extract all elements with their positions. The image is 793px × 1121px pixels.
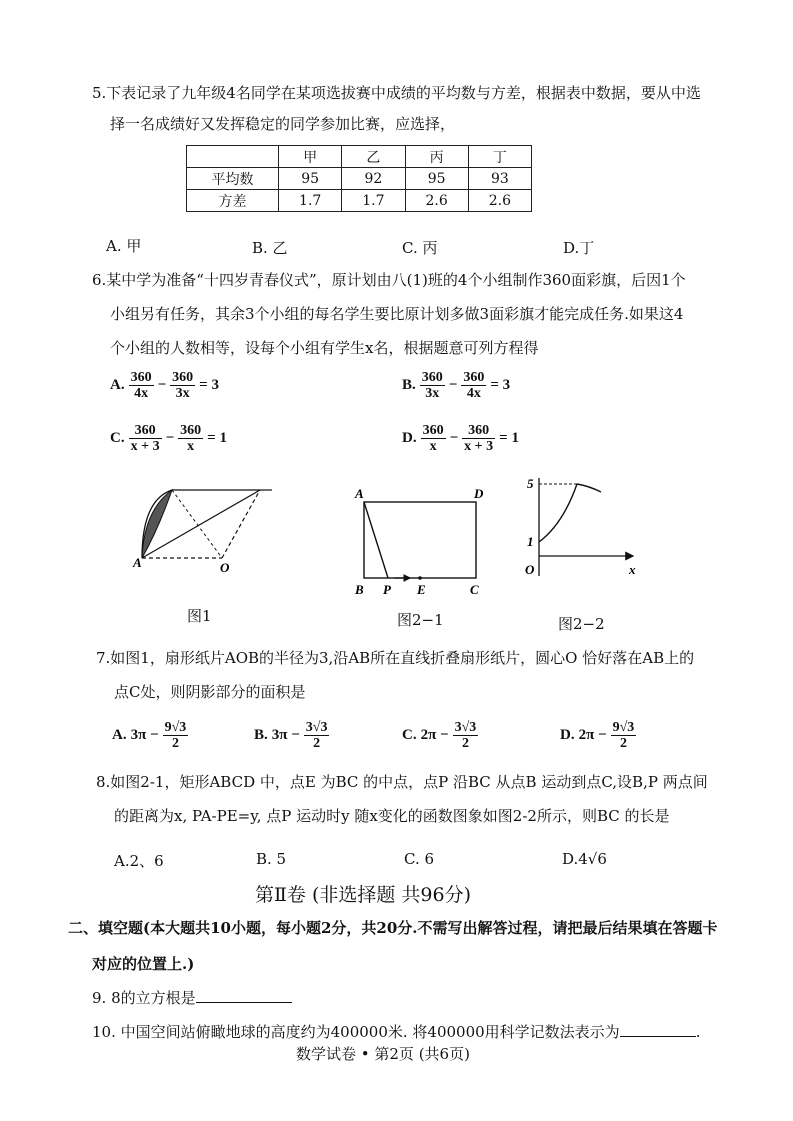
table-cell: 1.7 <box>279 190 342 212</box>
fig1-label-o: O <box>220 560 230 575</box>
q8-line1: 8.如图2-1，矩形ABCD 中，点E 为BC 的中点，点P 沿BC 从点B 运动到点C,设B,P 两点间 <box>96 773 708 791</box>
table-cell: 95 <box>279 168 342 190</box>
q8-line2: 的距离为x, PA-PE=y, 点P 运动时y 随x变化的函数图象如图2-2所示，则BC 的长是 <box>114 807 670 825</box>
q8-option-c: C. 6 <box>404 850 435 868</box>
q6-line1: 6.某中学为准备“十四岁青春仪式”，原计划由八(1)班的4个小组制作360面彩旗，后因1个 <box>92 271 686 289</box>
figure-2-1-diagram <box>350 482 500 602</box>
denominator: x + 3 <box>130 439 160 454</box>
q5-option-d: D.丁 <box>563 239 595 257</box>
figure-1-caption: 图1 <box>187 607 212 625</box>
table-header-row <box>187 146 532 168</box>
q6-line2: 小组另有任务，其余3个小组的每名学生要比原计划多做3面彩旗才能完成任务.如果这4 <box>110 305 684 323</box>
q10-answer-blank <box>620 1036 696 1037</box>
q5-line1: 5.下表记录了九年级4名同学在某项选拔赛中成绩的平均数与方差，根据表中数据，要从中选 <box>92 84 701 102</box>
numerator: 360 <box>421 370 443 385</box>
equation-rhs: = 3 <box>199 377 219 393</box>
numerator: 360 <box>130 370 152 385</box>
part2-heading: 第Ⅱ卷 (非选择题 共96分) <box>255 884 471 906</box>
q6-line3: 个小组的人数相等，设每个小组有学生x名，根据题意可列方程得 <box>110 339 539 357</box>
fraction <box>462 423 495 454</box>
table-header-cell: 甲 <box>279 146 342 168</box>
fig22-label-origin: O <box>525 562 535 577</box>
q6-option-c: C. $\frac{360}{x + 3}$ − $\frac{360}{x}$ = 1 <box>110 423 227 454</box>
q6-option-d: D. $\frac{360}{x}$ − $\frac{360}{x + 3}$ = 1 <box>402 423 519 454</box>
figure-2-1-caption: 图2−1 <box>397 611 444 629</box>
figure-2-2-graph <box>515 474 645 582</box>
fraction <box>453 720 479 751</box>
fig22-label-x: x <box>629 562 636 577</box>
table-cell: 方差 <box>187 190 279 212</box>
fig21-label-e: E <box>417 582 426 597</box>
q9-answer-blank <box>196 1002 292 1003</box>
expression-prefix: 3π − <box>271 727 300 743</box>
expression-prefix: 2π − <box>578 727 607 743</box>
q5-option-c: C. 丙 <box>402 239 438 257</box>
q7-line2: 点C处，则阴影部分的面积是 <box>114 683 306 701</box>
fig21-label-p: P <box>383 582 391 597</box>
numerator: 3√3 <box>305 720 328 735</box>
numerator: 360 <box>172 370 194 385</box>
q7-option-b <box>254 720 329 751</box>
q8-option-d: D.4√6 <box>562 850 607 868</box>
fraction <box>461 370 486 401</box>
q10-end: . <box>695 1023 701 1041</box>
numerator: 3√3 <box>454 720 477 735</box>
denominator: 2 <box>619 736 627 751</box>
fig22-label-y1: 1 <box>527 534 534 549</box>
option-label: A. <box>110 377 125 393</box>
figure-2-2-caption: 图2−2 <box>558 615 605 633</box>
table-row <box>187 168 532 190</box>
fraction <box>304 720 330 751</box>
fig21-label-c: C <box>470 582 479 597</box>
fig21-label-a: A <box>355 486 364 501</box>
denominator: 2 <box>313 736 321 751</box>
q7-option-a <box>112 720 188 751</box>
numerator: 360 <box>129 423 162 439</box>
fig1-label-a: A <box>133 555 142 570</box>
section-2-instructions-line1: 二、填空题(本大题共10小题，每小题2分，共20分.不需写出解答过程，请把最后结果填在答题卡 <box>68 919 718 937</box>
q8-option-a: A.2、6 <box>114 852 164 870</box>
q7-option-d <box>560 720 636 751</box>
figure-1-diagram <box>130 480 280 580</box>
q5-option-a: A. 甲 <box>106 237 142 255</box>
table-header-cell: 丁 <box>468 146 531 168</box>
q5-line2: 择一名成绩好又发挥稳定的同学参加比赛，应选择， <box>110 115 456 133</box>
table-cell: 95 <box>405 168 468 190</box>
option-label: B. <box>402 377 416 393</box>
fig22-label-y5: 5 <box>527 476 534 491</box>
denominator: x <box>429 439 437 454</box>
page-footer: 数学试卷 • 第2页 (共6页) <box>296 1045 470 1063</box>
fraction <box>420 370 445 401</box>
fraction <box>170 370 195 401</box>
table-cell: 平均数 <box>187 168 279 190</box>
numerator: 9√3 <box>164 720 187 735</box>
fraction <box>421 423 446 454</box>
option-label: B. <box>254 727 268 743</box>
table-header-cell: 乙 <box>342 146 405 168</box>
expression-prefix: 3π − <box>130 727 159 743</box>
fig21-label-b: B <box>355 582 364 597</box>
q6-option-b: B. $\frac{360}{3x}$ − $\frac{360}{4x}$ = 3 <box>402 370 511 401</box>
fraction <box>163 720 189 751</box>
numerator: 9√3 <box>612 720 635 735</box>
fig21-label-d: D <box>474 486 484 501</box>
denominator: 2 <box>171 736 179 751</box>
equation-rhs: = 1 <box>207 430 227 446</box>
table-header-cell <box>187 146 279 168</box>
option-label: D. <box>560 727 575 743</box>
table-header-cell: 丙 <box>405 146 468 168</box>
table-cell: 2.6 <box>468 190 531 212</box>
table-cell: 92 <box>342 168 405 190</box>
q8-option-b: B. 5 <box>256 850 287 868</box>
denominator: 3x <box>175 386 190 401</box>
fraction <box>611 720 637 751</box>
expression-prefix: 2π − <box>420 727 449 743</box>
section-2-instructions-line2: 对应的位置上.) <box>92 955 195 973</box>
table-cell: 1.7 <box>342 190 405 212</box>
fraction <box>129 370 154 401</box>
fraction <box>129 423 162 454</box>
denominator: x <box>187 439 195 454</box>
q7-option-c <box>402 720 478 751</box>
numerator: 360 <box>463 370 485 385</box>
option-label: C. <box>402 727 417 743</box>
q6-option-a: A. $\frac{360}{4x}$ − $\frac{360}{3x}$ = 3 <box>110 370 219 401</box>
q9 <box>92 988 292 1008</box>
scores-table <box>186 145 532 212</box>
denominator: 4x <box>466 386 481 401</box>
option-label: A. <box>112 727 127 743</box>
table-cell: 93 <box>468 168 531 190</box>
q9-text: 9. 8的立方根是 <box>92 989 196 1007</box>
numerator: 360 <box>180 423 202 438</box>
denominator: 4x <box>134 386 149 401</box>
q10 <box>92 1022 700 1042</box>
equation-rhs: = 1 <box>499 430 519 446</box>
q5-option-b: B. 乙 <box>252 239 288 257</box>
numerator: 360 <box>422 423 444 438</box>
option-label: C. <box>110 430 125 446</box>
denominator: x + 3 <box>464 439 494 454</box>
fraction <box>178 423 203 454</box>
table-cell: 2.6 <box>405 190 468 212</box>
table-row <box>187 190 532 212</box>
denominator: 2 <box>461 736 469 751</box>
numerator: 360 <box>462 423 495 439</box>
equation-rhs: = 3 <box>490 377 511 393</box>
q10-text: 10. 中国空间站俯瞰地球的高度约为400000米. 将400000用科学记数法表示为 <box>92 1023 620 1041</box>
q7-line1: 7.如图1，扇形纸片AOB的半径为3,沿AB所在直线折叠扇形纸片，圆心O 恰好落在AB上的 <box>96 649 695 667</box>
denominator: 3x <box>425 386 440 401</box>
option-label: D. <box>402 430 417 446</box>
